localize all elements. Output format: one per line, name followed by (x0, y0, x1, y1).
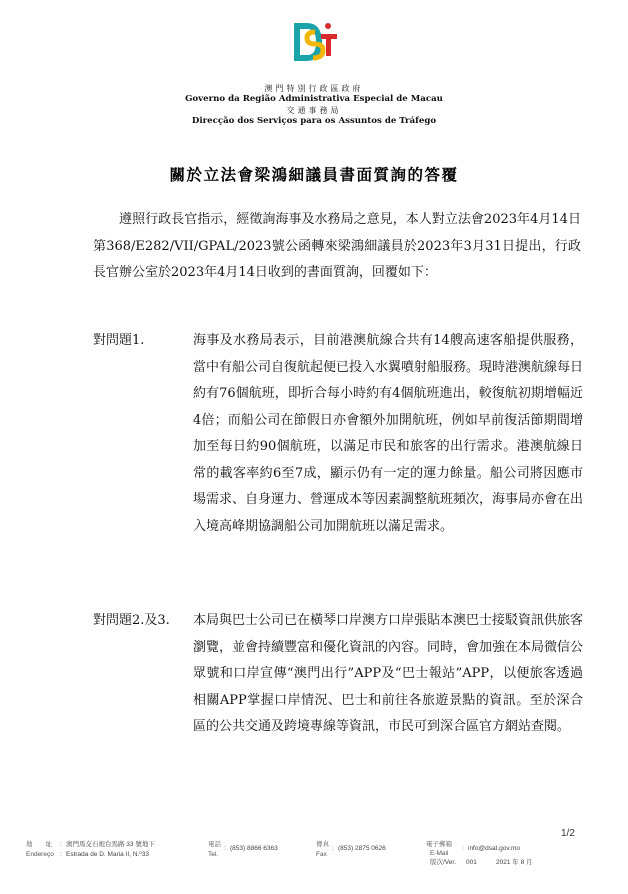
fax-number: (853) 2875 0626 (338, 845, 386, 852)
separator: : (60, 851, 62, 858)
government-name-pt: Governo da Região Administrativa Especial de Macau (185, 94, 443, 104)
answer-label: 對問題2.及3. (93, 613, 170, 628)
tel-number: (853) 8866 6363 (230, 845, 278, 852)
separator: : (224, 845, 226, 852)
letterhead (0, 83, 628, 127)
dsat-logo (293, 18, 339, 68)
address-label-pt: Endereço (26, 851, 54, 858)
intro-text: 遵照行政長官指示，經徵詢海事及水務局之意見，本人對立法會2023年4月14日第368/E282/VII/GPAL/2023號公函轉來梁鴻細議員於2023年3月31日提出，行政長官辦公室於2023年4月14日收到的書面質詢，回覆如下： (93, 212, 581, 280)
tel-label-pt: Tel. (208, 851, 219, 858)
separator: : (332, 845, 334, 852)
intro-paragraph (93, 207, 581, 287)
email-label-zh: 電子郵箱 (426, 841, 452, 848)
version-date: 2021 年 8 月 (496, 859, 533, 866)
email-label-pt: E-Mail (430, 850, 449, 857)
department-name-pt: Direcção dos Serviços para os Assuntos de Tráfego (191, 116, 437, 126)
tel-label-zh: 電話 (208, 841, 221, 848)
fax-label-pt: Fax (316, 851, 327, 858)
fax-label-zh: 傳真 (316, 841, 329, 848)
department-name-zh: 交通事務局 (286, 106, 342, 115)
address-label-zh: 地 址 (26, 841, 52, 848)
document-title: 關於立法會梁鴻細議員書面質詢的答覆 (169, 165, 459, 184)
address-pt: Estrada de D. Maria II, N.º33 (66, 851, 149, 858)
version-number: 001 (466, 859, 477, 866)
address-zh: 澳門馬交石炮台馬路 33 號地下 (66, 841, 155, 848)
separator: : (60, 841, 62, 848)
page-footer (26, 840, 606, 870)
answer-label: 對問題1. (93, 333, 145, 348)
page-number: 1/2 (561, 828, 575, 839)
separator: : (462, 845, 464, 852)
answer-text: 海事及水務局表示，目前港澳航線合共有14艘高速客船提供服務，當中有船公司自復航起便已投入水翼噴射船服務。現時港澳航線每日約有76個航班，即折合每小時約有4個航班進出，較復航初期增幅近4倍；而船公司在節假日亦會額外加開航班，例如早前復活節期間增加至每日約90個航班，以滿足市民和旅客的出行需求。港澳航線日常的載客率約6至7成，顯示仍有一定的運力餘量。船公司將因應市場需求、自身運力、營運成本等因素調整航班頻次，海事局亦會在出入境高峰期協調船公司加開航班以滿足需求。 (193, 333, 584, 534)
email-address: info@dsat.gov.mo (468, 845, 521, 852)
version-label: 版次/Ver. (430, 859, 457, 866)
government-name-zh: 澳門特別行政區政府 (264, 84, 364, 93)
answer-text: 本局與巴士公司已在橫琴口岸澳方口岸張貼本澳巴士接駁資訊供旅客瀏覽，並會持續豐富和優化資訊的內容。同時，會加強在本局微信公眾號和口岸宣傳“澳門出行”APP及“巴士報站”APP，以便旅客透過相關APP掌握口岸情況、巴士和前往各旅遊景點的資訊。至於深合區的公共交通及跨境專線等資訊，市民可到深合區官方網站查閱。 (193, 613, 584, 734)
